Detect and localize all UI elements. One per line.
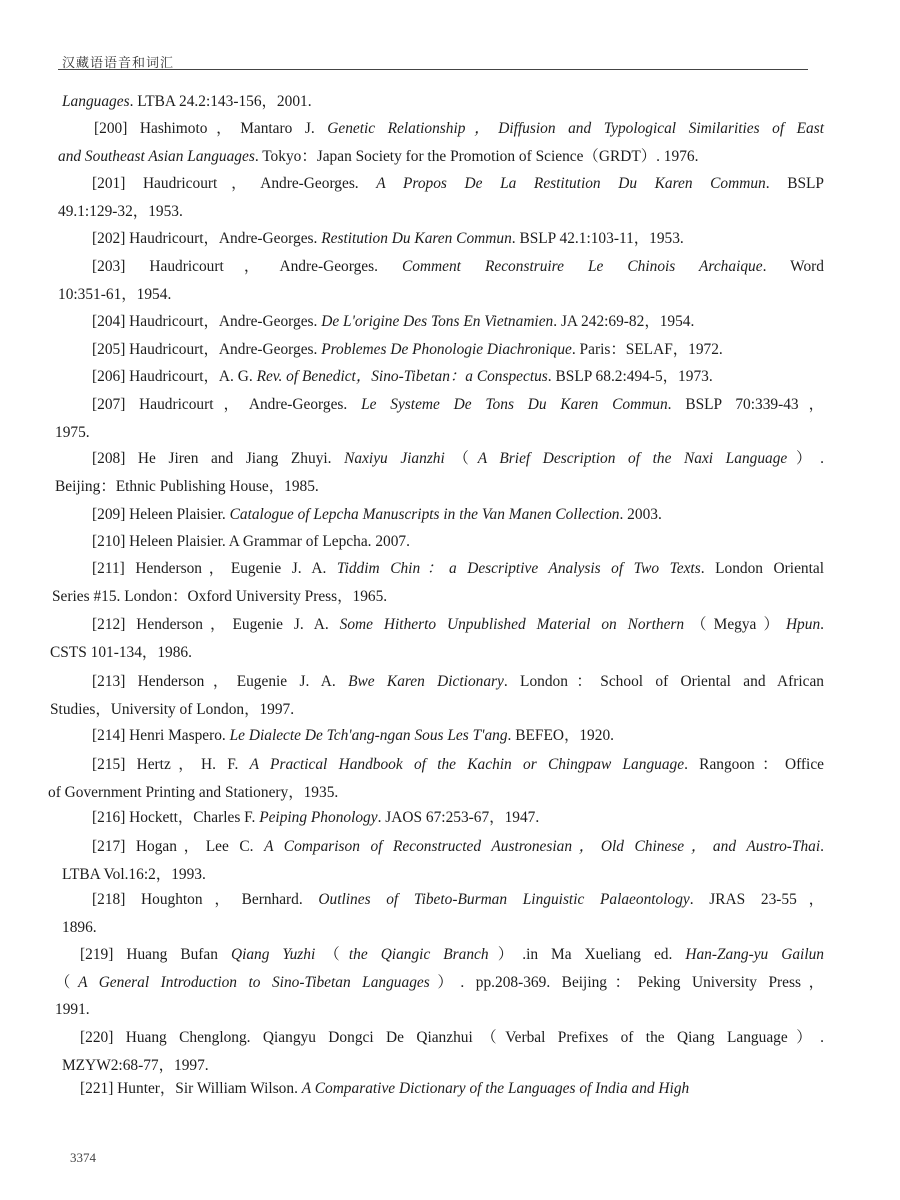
- reference-line: Series #15. London：Oxford University Press，1965.: [52, 587, 388, 605]
- reference-line: MZYW2:68-77，1997.: [62, 1056, 209, 1074]
- running-head: 汉藏语语音和词汇: [62, 55, 175, 70]
- reference-entry: [0, 555, 900, 610]
- reference-entry: [0, 1075, 900, 1103]
- reference-line: [209] Heleen Plaisier. Catalogue of Lepcha Manuscripts in the Van Manen Collection. 2003.: [92, 506, 662, 523]
- reference-line: CSTS 101-134，1986.: [50, 643, 192, 661]
- reference-line: 49.1:129-32，1953.: [58, 202, 183, 220]
- reference-entry: [0, 88, 900, 116]
- reference-entry: [0, 501, 900, 529]
- header-rule: [58, 69, 808, 70]
- reference-line: [219] Huang Bufan Qiang Yuzhi（the Qiangic Branch）.in Ma Xueliang ed. Han-Zang-yu Gailun: [80, 946, 824, 963]
- reference-line: [212] Henderson，Eugenie J. A. Some Hitherto Unpublished Material on Northern（Megya）Hpun.: [92, 616, 824, 633]
- reference-entry: [0, 722, 900, 750]
- reference-line: [216] Hockett，Charles F. Peiping Phonology. JAOS 67:253-67，1947.: [92, 809, 540, 826]
- reference-line: [214] Henri Maspero. Le Dialecte De Tch'ang-ngan Sous Les T'ang. BEFEO，1920.: [92, 727, 614, 744]
- reference-line: [202] Haudricourt，Andre-Georges. Restitution Du Karen Commun. BSLP 42.1:103-11，1953.: [92, 230, 684, 247]
- reference-entry: [0, 253, 900, 308]
- reference-entry: [0, 751, 900, 806]
- reference-entry: [0, 170, 900, 225]
- reference-line: 10:351-61，1954.: [58, 285, 172, 303]
- reference-line: （A General Introduction to Sino-Tibetan Languages）. pp.208-369. Beijing：Peking University Press，: [55, 973, 824, 991]
- reference-line: and Southeast Asian Languages. Tokyo：Japan Society for the Promotion of Science（GRDT）. 1976.: [58, 147, 699, 165]
- reference-line: [220] Huang Chenglong. Qiangyu Dongci De Qianzhui（Verbal Prefixes of the Qiang Language）.: [80, 1029, 824, 1046]
- reference-line: 1975.: [55, 423, 90, 441]
- reference-line: [203] Haudricourt，Andre-Georges. Comment Reconstruire Le Chinois Archaique. Word: [92, 258, 824, 275]
- reference-entry: [0, 308, 900, 336]
- reference-line: Languages. LTBA 24.2:143-156，2001.: [62, 93, 312, 110]
- reference-line: of Government Printing and Stationery，1935.: [48, 783, 339, 801]
- reference-entry: [0, 668, 900, 723]
- reference-entry: [0, 528, 900, 556]
- reference-line: Studies，University of London，1997.: [50, 700, 295, 718]
- reference-line: [213] Henderson，Eugenie J. A. Bwe Karen Dictionary. London：School of Oriental and African: [92, 673, 824, 690]
- reference-line: [207] Haudricourt，Andre-Georges. Le Systeme De Tons Du Karen Commun. BSLP 70:339-43，: [92, 396, 824, 413]
- reference-entry: [0, 886, 900, 941]
- reference-entry: [0, 336, 900, 364]
- reference-line: [218] Houghton，Bernhard. Outlines of Tibeto-Burman Linguistic Palaeontology. JRAS 23-55，: [92, 891, 824, 908]
- reference-entry: [0, 363, 900, 391]
- reference-entry: [0, 611, 900, 666]
- reference-entry: [0, 391, 900, 446]
- reference-entry: [0, 115, 900, 170]
- reference-line: [211] Henderson，Eugenie J. A. Tiddim Chin：a Descriptive Analysis of Two Texts. London Oriental: [92, 560, 824, 577]
- reference-entry: [0, 833, 900, 888]
- reference-line: [217] Hogan，Lee C. A Comparison of Reconstructed Austronesian，Old Chinese，and Austro-Thai.: [92, 838, 825, 855]
- reference-line: [205] Haudricourt，Andre-Georges. Problemes De Phonologie Diachronique. Paris：SELAF，1972.: [92, 341, 723, 358]
- reference-line: [208] He Jiren and Jiang Zhuyi. Naxiyu Jianzhi（A Brief Description of the Naxi Language）.: [92, 450, 824, 467]
- reference-line: [200] Hashimoto，Mantaro J. Genetic Relationship，Diffusion and Typological Similarities of East: [94, 120, 825, 137]
- reference-entry: [0, 1024, 900, 1079]
- reference-line: [221] Hunter，Sir William Wilson. A Comparative Dictionary of the Languages of India and High: [80, 1080, 690, 1097]
- reference-entry: [0, 225, 900, 253]
- reference-line: [201] Haudricourt，Andre-Georges. A Propos De La Restitution Du Karen Commun. BSLP: [92, 175, 824, 192]
- page-number: 3374: [70, 1150, 96, 1165]
- reference-line: Beijing：Ethnic Publishing House，1985.: [55, 477, 319, 495]
- reference-line: [206] Haudricourt，A. G. Rev. of Benedict，Sino-Tibetan：a Conspectus. BSLP 68.2:494-5，1973.: [92, 368, 713, 385]
- reference-line: 1991.: [55, 1001, 90, 1018]
- reference-entry: [0, 941, 900, 1024]
- reference-line: [215] Hertz，H. F. A Practical Handbook of the Kachin or Chingpaw Language. Rangoon：Office: [92, 756, 824, 773]
- reference-entry: [0, 804, 900, 832]
- reference-entry: [0, 445, 900, 500]
- reference-line: LTBA Vol.16:2，1993.: [62, 865, 206, 883]
- reference-line: [210] Heleen Plaisier. A Grammar of Lepcha. 2007.: [92, 533, 410, 550]
- reference-line: 1896.: [62, 918, 97, 936]
- reference-line: [204] Haudricourt，Andre-Georges. De L'origine Des Tons En Vietnamien. JA 242:69-82，1954.: [92, 313, 695, 330]
